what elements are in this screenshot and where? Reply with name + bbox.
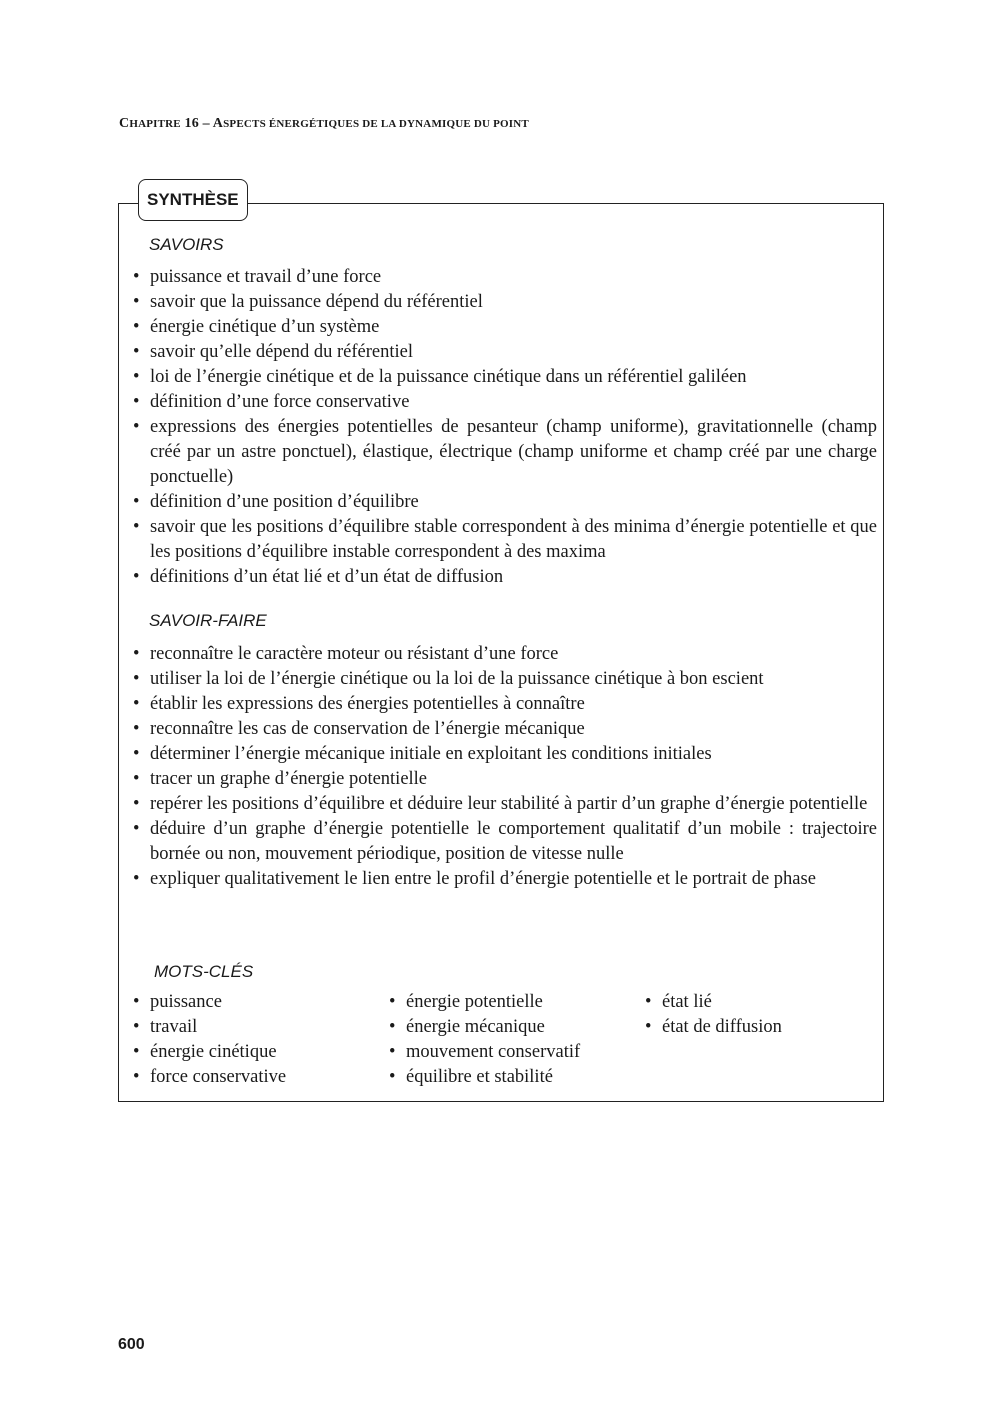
running-header [119,116,529,132]
savoirs-item: • énergie cinétique d’un système [130,315,877,340]
keyword-item: • mouvement conservatif [386,1040,580,1065]
chapter-number: 16 – [184,116,210,131]
mots-cles-title: MOTS-CLÉS [154,962,254,981]
chapter-label: HAPITRE [129,118,181,130]
savoir-faire-item: • reconnaître le caractère moteur ou résistant d’une force [130,642,877,667]
savoir-faire-list [130,642,877,892]
savoirs-item: • savoir que les positions d’équilibre stable correspondent à des minima d’énergie potentielle et que les positions d’équilibre instable correspondent à des maxima [130,515,877,565]
chapter-title: SPECTS ÉNERGÉTIQUES DE LA DYNAMIQUE DU POINT [223,118,529,130]
savoir-faire-item: • reconnaître les cas de conservation de l’énergie mécanique [130,717,877,742]
savoirs-item: • puissance et travail d’une force [130,265,877,290]
keyword-item: • puissance [130,990,286,1015]
keywords-column-3 [642,990,782,1040]
savoir-faire-item: • établir les expressions des énergies potentielles à connaître [130,692,877,717]
title-cap: A [212,116,224,131]
savoirs-item: • définition d’une position d’équilibre [130,490,877,515]
savoirs-item: • expressions des énergies potentielles de pesanteur (champ uniforme), gravitationnelle (champ créé par un astre ponctuel), élastique, électrique (champ uniforme et champ créé par une charge ponctuelle) [130,415,877,490]
keyword-item: • énergie cinétique [130,1040,286,1065]
synthese-tab: SYNTHÈSE [138,179,248,221]
savoirs-item: • définitions d’un état lié et d’un état de diffusion [130,565,877,590]
savoirs-title: SAVOIRS [149,235,224,254]
savoirs-item: • savoir que la puissance dépend du référentiel [130,290,877,315]
savoir-faire-item: • repérer les positions d’équilibre et déduire leur stabilité à partir d’un graphe d’énergie potentielle [130,792,877,817]
keyword-item: • état de diffusion [642,1015,782,1040]
keywords-column-1 [130,990,286,1090]
savoir-faire-item: • expliquer qualitativement le lien entre le profil d’énergie potentielle et le portrait de phase [130,867,877,892]
savoir-faire-item: • déduire d’un graphe d’énergie potentielle le comportement qualitatif d’un mobile : trajectoire bornée ou non, mouvement périodique, position de vitesse nulle [130,817,877,867]
savoir-faire-title: SAVOIR-FAIRE [149,611,267,630]
page-number: 600 [118,1336,145,1353]
keyword-item: • énergie mécanique [386,1015,580,1040]
savoir-faire-item: • utiliser la loi de l’énergie cinétique ou la loi de la puissance cinétique à bon escient [130,667,877,692]
keyword-item: • équilibre et stabilité [386,1065,580,1090]
keyword-item: • force conservative [130,1065,286,1090]
savoirs-item: • savoir qu’elle dépend du référentiel [130,340,877,365]
savoirs-item: • loi de l’énergie cinétique et de la puissance cinétique dans un référentiel galiléen [130,365,877,390]
chapter-cap: C [119,116,130,131]
keyword-item: • état lié [642,990,782,1015]
savoirs-item: • définition d’une force conservative [130,390,877,415]
keywords-column-2 [386,990,580,1090]
savoir-faire-item: • tracer un graphe d’énergie potentielle [130,767,877,792]
keyword-item: • travail [130,1015,286,1040]
savoir-faire-item: • déterminer l’énergie mécanique initiale en exploitant les conditions initiales [130,742,877,767]
keyword-item: • énergie potentielle [386,990,580,1015]
savoirs-list [130,265,877,590]
